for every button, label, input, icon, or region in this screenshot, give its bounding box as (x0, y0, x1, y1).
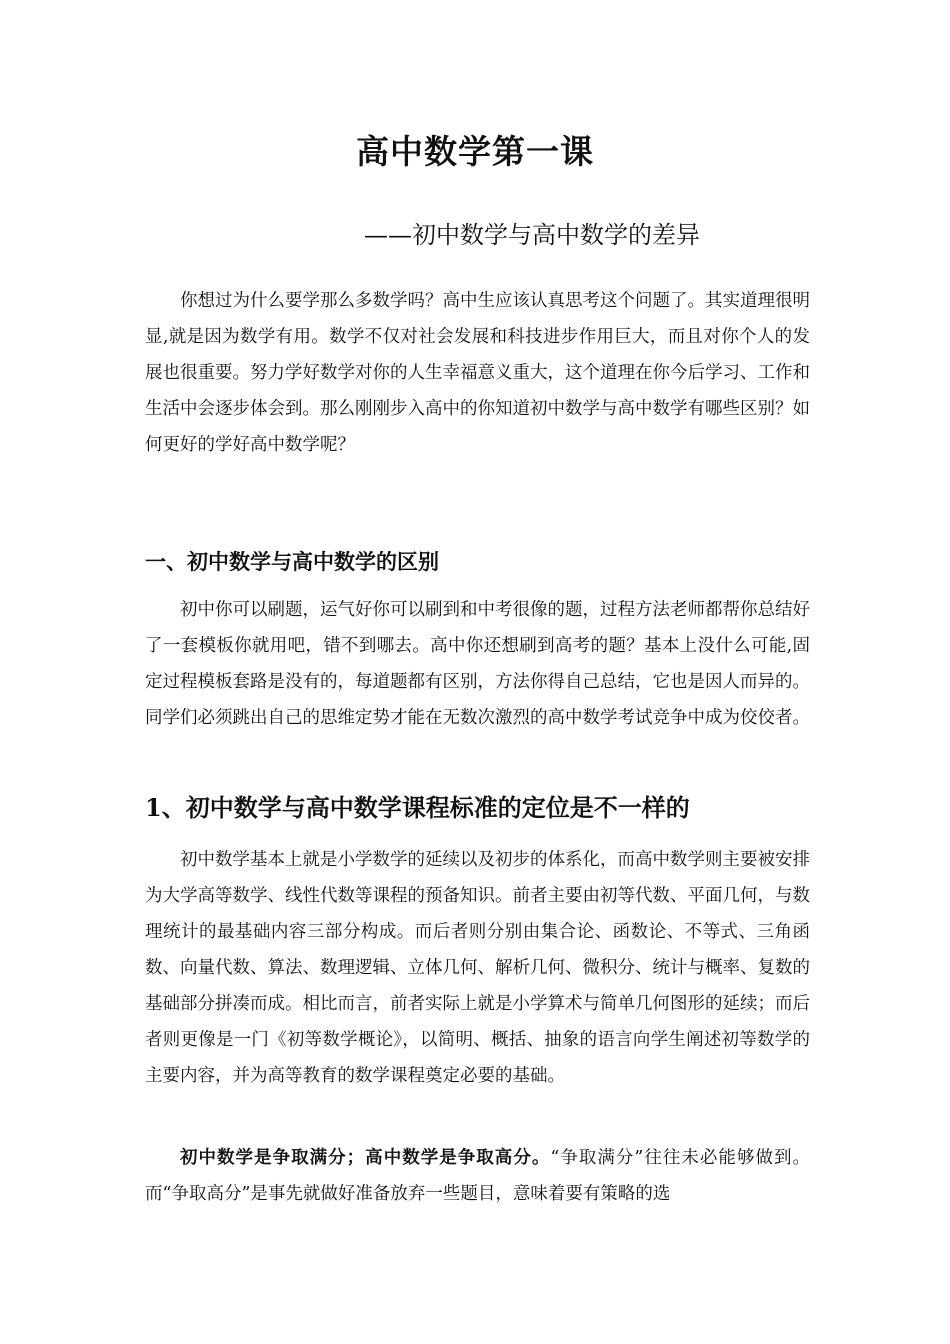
section-heading: 一、初中数学与高中数学的区别 (145, 549, 439, 574)
emphasis-paragraph (145, 1140, 810, 1212)
document-subtitle: ——初中数学与高中数学的差异 (364, 221, 700, 249)
intro-paragraph: 你想过为什么要学那么多数学吗？高中生应该认真思考这个问题了。其实道理很明显,就是因为数学有用。数学不仅对社会发展和科技进步作用巨大，而且对你个人的发展也很重要。努力学好数学对你的人生幸福意义重大，这个道理在你今后学习、工作和生活中会逐步体会到。那么刚刚步入高中的你知道初中数学与高中数学有哪些区别？如何更好的学好高中数学呢？ (145, 291, 810, 455)
emphasis-lead: 初中数学是争取满分；高中数学是争取高分。 (180, 1148, 551, 1168)
emphasis-rest: “争取满分”往往未必能够做到。而“争取高分”是事先就做好准备放弃一些题目，意味着要有策略的选 (145, 1148, 810, 1204)
subsection-heading: 1、初中数学与高中数学课程标准的定位是不一样的 (145, 793, 690, 822)
document-title: 高中数学第一课 (356, 132, 594, 171)
subsection-paragraph: 初中数学基本上就是小学数学的延续以及初步的体系化，而高中数学则主要被安排为大学高等数学、线性代数等课程的预备知识。前者主要由初等代数、平面几何，与数理统计的最基础内容三部分构成。而后者则分别由集合论、函数论、不等式、三角函数、向量代数、算法、数理逻辑、立体几何、解析几何、微积分、统计与概率、复数的基础部分拼凑而成。相比而言，前者实际上就是小学算术与简单几何图形的延续；而后者则更像是一门《初等数学概论》，以简明、概括、抽象的语言向学生阐述初等数学的主要内容，并为高等教育的数学课程奠定必要的基础。 (145, 850, 810, 1086)
section-paragraph: 初中你可以刷题，运气好你可以刷到和中考很像的题，过程方法老师都帮你总结好了一套模板你就用吧，错不到哪去。高中你还想刷到高考的题？基本上没什么可能,固定过程模板套路是没有的，每道题都有区别，方法你得自己总结，它也是因人而异的。同学们必须跳出自己的思维定势才能在无数次激烈的高中数学考试竞争中成为佼佼者。 (145, 600, 810, 728)
